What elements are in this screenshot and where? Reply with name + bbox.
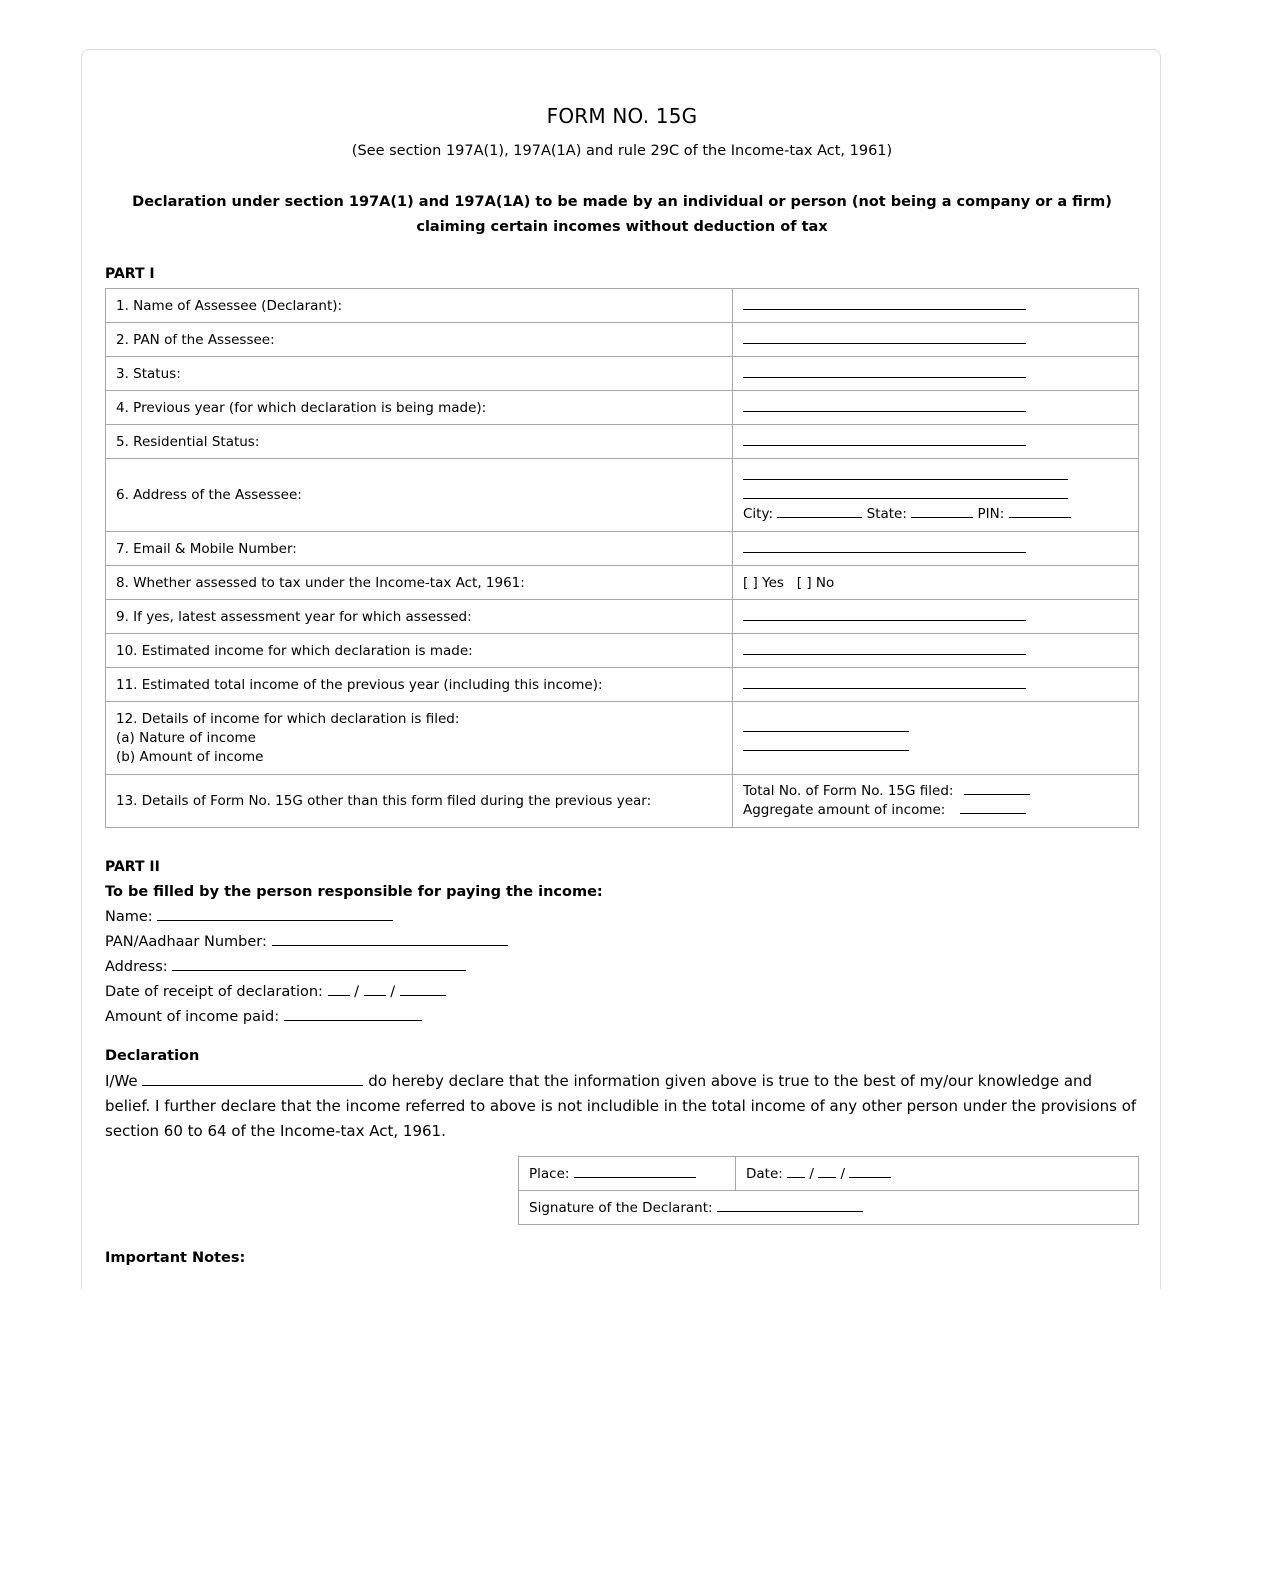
signature-label: Signature of the Declarant: [529, 1200, 713, 1216]
row-label: 2. PAN of the Assessee: [106, 323, 733, 357]
date-cell: Date: / / [736, 1157, 1139, 1191]
declaration-text [105, 1069, 1139, 1144]
table-row [106, 566, 1139, 600]
row-label: 13. Details of Form No. 15G other than this form filed during the previous year: [106, 775, 733, 828]
state-input[interactable] [911, 505, 973, 518]
place-input[interactable] [574, 1165, 696, 1178]
row-label: 9. If yes, latest assessment year for which assessed: [106, 600, 733, 634]
residential-status-field[interactable] [733, 425, 1139, 459]
form-title: FORM NO. 15G [546, 104, 698, 128]
total-forms-label: Total No. of Form No. 15G filed: [743, 783, 954, 799]
city-label: City: [743, 505, 774, 522]
name-field[interactable] [733, 289, 1139, 323]
estimated-total-income-field[interactable] [733, 668, 1139, 702]
table-row [106, 600, 1139, 634]
date-year-input[interactable] [849, 1165, 891, 1178]
income-details-label: 12. Details of income for which declaration is filed: [116, 710, 460, 727]
place-cell [519, 1157, 736, 1191]
table-row [106, 532, 1139, 566]
other-forms-field [733, 775, 1139, 828]
declarant-name-input[interactable] [142, 1073, 363, 1086]
payer-pan-input[interactable] [272, 933, 508, 946]
row-label: 8. Whether assessed to tax under the Income-tax Act, 1961: [106, 566, 733, 600]
aggregate-input[interactable] [960, 801, 1026, 814]
nature-input[interactable] [743, 719, 909, 732]
payer-name-input[interactable] [157, 908, 393, 921]
payer-name-line [105, 905, 1139, 930]
table-row [106, 391, 1139, 425]
signature-table [518, 1156, 1139, 1225]
place-label: Place: [529, 1166, 570, 1182]
table-row [106, 289, 1139, 323]
part-2-heading: To be filled by the person responsible for paying the income: [105, 884, 603, 900]
pan-field[interactable] [733, 323, 1139, 357]
receipt-month-input[interactable] [364, 983, 386, 996]
signature-cell [519, 1191, 1139, 1225]
table-row [106, 323, 1139, 357]
table-row [106, 357, 1139, 391]
signature-input[interactable] [717, 1199, 863, 1212]
amount-paid-input[interactable] [284, 1008, 422, 1021]
income-details-field [733, 702, 1139, 775]
city-input[interactable] [777, 505, 862, 518]
status-field[interactable] [733, 357, 1139, 391]
total-forms-input[interactable] [964, 782, 1030, 795]
no-checkbox[interactable]: [ ] No [796, 574, 835, 591]
part-1-table [105, 288, 1139, 828]
payer-name-label: Name: [105, 909, 153, 925]
nature-label: (a) Nature of income [116, 729, 256, 746]
row-label: 3. Status: [106, 357, 733, 391]
table-row [106, 425, 1139, 459]
address-field[interactable] [733, 459, 1139, 532]
receipt-date-label: Date of receipt of declaration: [105, 984, 323, 1000]
row-label: 10. Estimated income for which declaration is made: [106, 634, 733, 668]
assessed-options [733, 566, 1139, 600]
row-label: 11. Estimated total income of the previous year (including this income): [106, 668, 733, 702]
yes-checkbox[interactable]: [ ] Yes [743, 574, 784, 591]
table-row [106, 702, 1139, 775]
table-row [106, 668, 1139, 702]
email-mobile-field[interactable] [733, 532, 1139, 566]
table-row [106, 775, 1139, 828]
important-notes-label: Important Notes: [105, 1250, 246, 1266]
row-label: 7. Email & Mobile Number: [106, 532, 733, 566]
table-row [106, 459, 1139, 532]
declaration-label: Declaration [105, 1048, 200, 1064]
assessment-year-field[interactable] [733, 600, 1139, 634]
aggregate-label: Aggregate amount of income: [743, 802, 946, 818]
table-row [106, 634, 1139, 668]
row-label: 4. Previous year (for which declaration is being made): [106, 391, 733, 425]
estimated-income-field[interactable] [733, 634, 1139, 668]
pin-label: PIN: [977, 505, 1005, 522]
part-2-label: PART II [105, 859, 160, 875]
declaration-section [105, 1044, 1139, 1144]
amount-paid-line [105, 1005, 1139, 1030]
payer-address-input[interactable] [172, 958, 466, 971]
receipt-date-line: Date of receipt of declaration: / / [105, 980, 1139, 1005]
row-label: 1. Name of Assessee (Declarant): [106, 289, 733, 323]
amount-input[interactable] [743, 738, 909, 751]
form-heading: Declaration under section 197A(1) and 197A(1A) to be made by an individual or person (not being a company or a firm) claiming certain incomes without deduction of tax [132, 194, 1112, 235]
previous-year-field[interactable] [733, 391, 1139, 425]
form-subtitle: (See section 197A(1), 197A(1A) and rule 29C of the Income-tax Act, 1961) [351, 143, 893, 159]
part-1-label: PART I [105, 266, 155, 282]
date-month-input[interactable] [818, 1165, 836, 1178]
date-label: Date: [746, 1166, 783, 1182]
row-label [106, 702, 733, 775]
row-label: 5. Residential Status: [106, 425, 733, 459]
payer-address-label: Address: [105, 959, 168, 975]
date-day-input[interactable] [787, 1165, 805, 1178]
part-2-section [105, 855, 1139, 1030]
payer-address-line [105, 955, 1139, 980]
declaration-prefix: I/We [105, 1072, 138, 1090]
amount-paid-label: Amount of income paid: [105, 1009, 280, 1025]
row-label: 6. Address of the Assessee: [106, 459, 733, 532]
payer-pan-label: PAN/Aadhaar Number: [105, 934, 267, 950]
state-label: State: [866, 505, 907, 522]
receipt-year-input[interactable] [400, 983, 446, 996]
amount-label: (b) Amount of income [116, 748, 264, 765]
declaration-body: do hereby declare that the information given above is true to the best of my/our knowledge and belief. I further declare that the income referred to above is not includible in the total income of any other person under the provisions of section 60 to 64 of the Income-tax Act, 1961. [105, 1072, 1137, 1140]
receipt-day-input[interactable] [328, 983, 350, 996]
pin-input[interactable] [1009, 505, 1071, 518]
form-sheet [81, 49, 1161, 1289]
payer-pan-line [105, 930, 1139, 955]
